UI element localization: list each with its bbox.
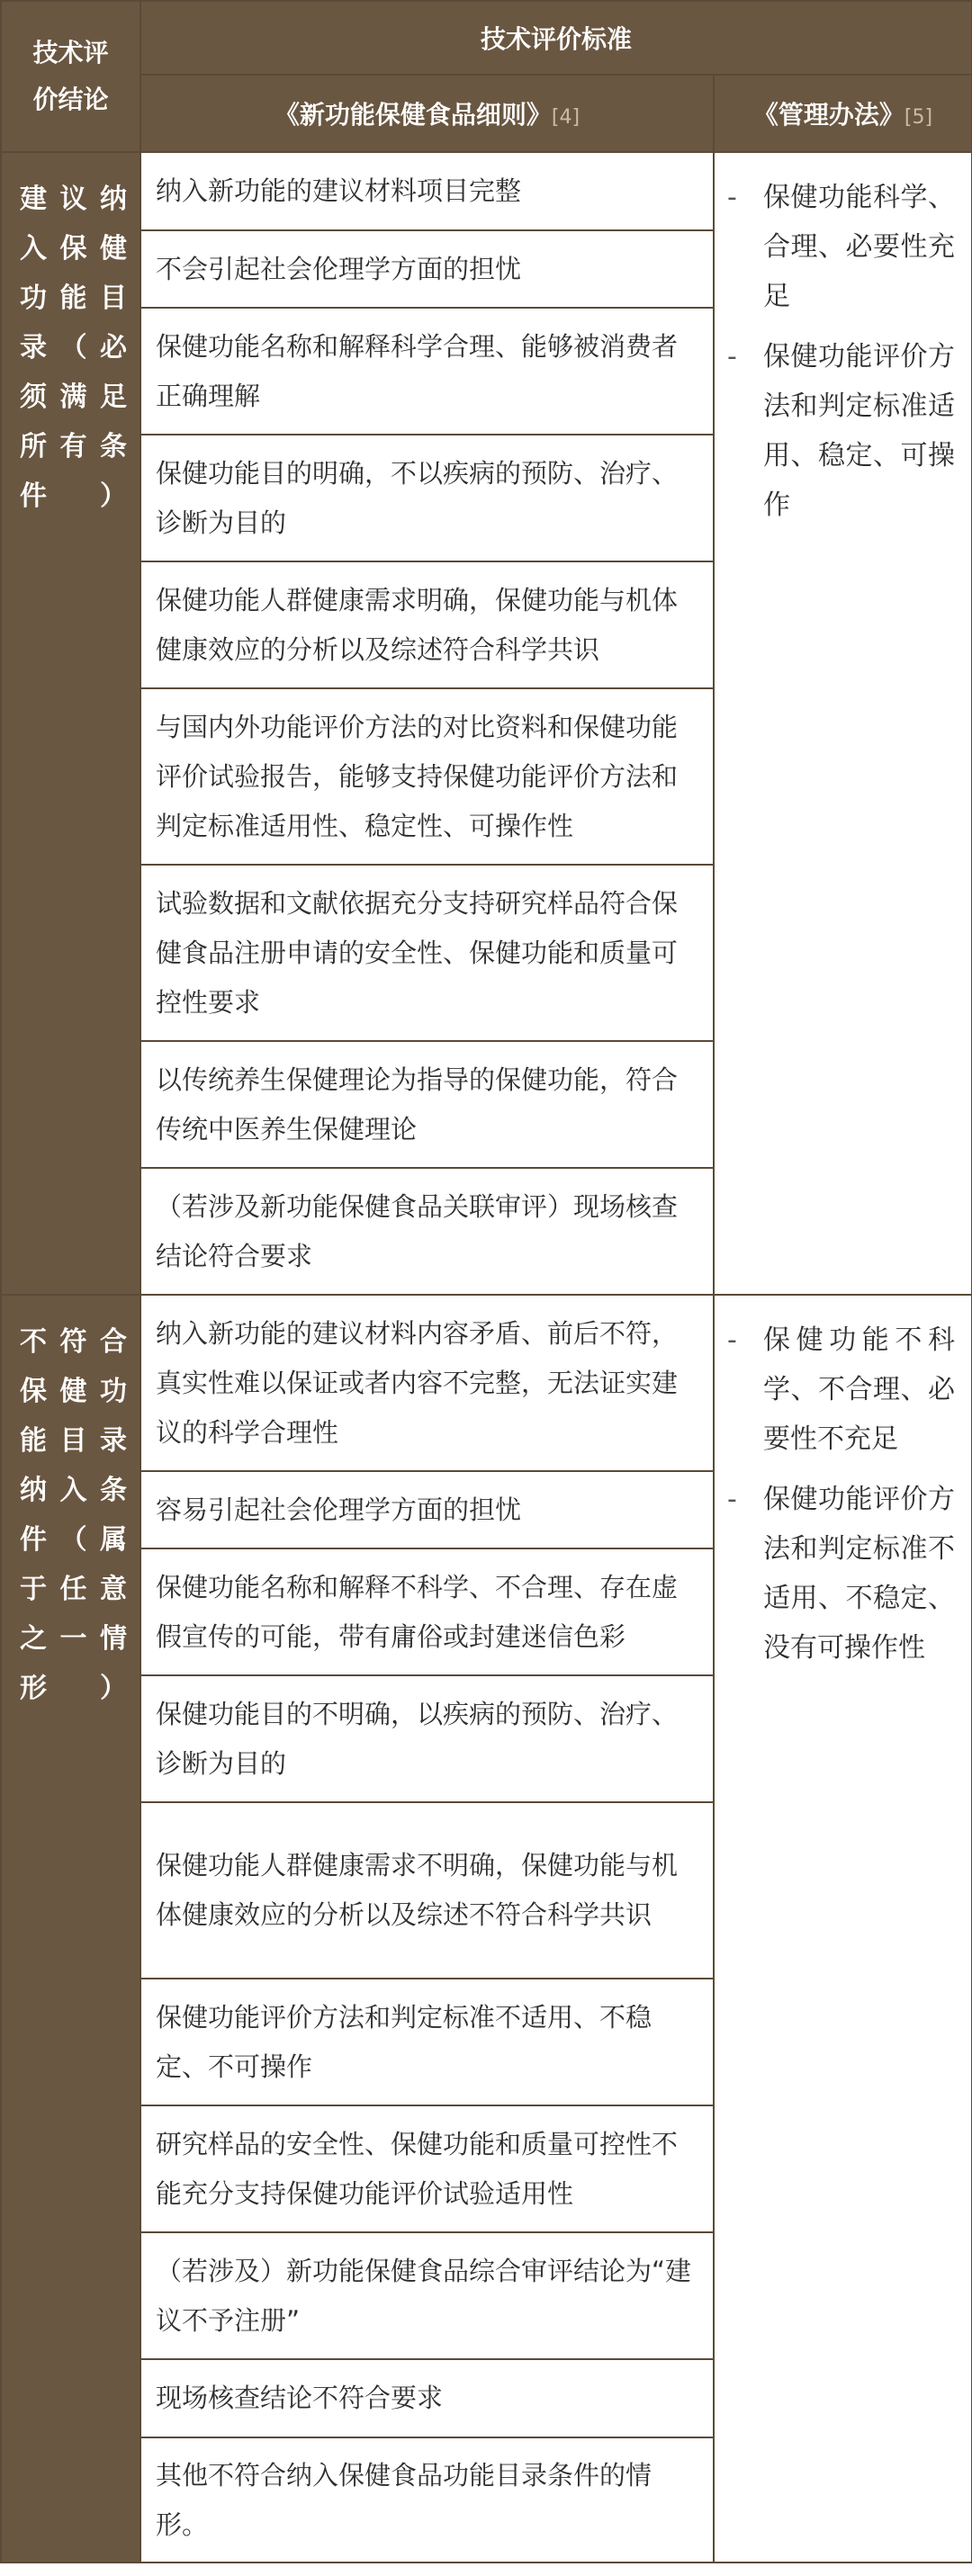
management-item-text: 保健功能不科学、不合理、必要性不充足 bbox=[763, 1324, 956, 1455]
management-item bbox=[727, 173, 955, 321]
group-label-include-text: 建议纳入保健功能目录（必须满足所有条件） bbox=[20, 184, 127, 512]
group-label-exclude-text: 不符合保健功能目录纳入条件（属于任意之一情形） bbox=[20, 1326, 127, 1704]
header-standards: 技术评价标准 bbox=[140, 1, 972, 75]
reference-5[interactable]: [5] bbox=[904, 106, 933, 129]
criteria-row: 保健功能名称和解释科学合理、能够被消费者正确理解 bbox=[140, 308, 714, 435]
dash-bullet: - bbox=[727, 182, 737, 213]
management-item-text: 保健功能评价方法和判定标准不适用、不稳定、没有可操作性 bbox=[763, 1484, 956, 1664]
reference-4[interactable]: [4] bbox=[551, 106, 580, 129]
criteria-row: 保健功能目的不明确，以疾病的预防、治疗、诊断为目的 bbox=[140, 1675, 714, 1802]
criteria-row: 试验数据和文献依据充分支持研究样品符合保健食品注册申请的安全性、保健功能和质量可控性要求 bbox=[140, 865, 714, 1041]
management-item bbox=[727, 1475, 955, 1673]
management-criteria-exclude bbox=[714, 1295, 972, 2563]
criteria-row: 保健功能目的明确，不以疾病的预防、治疗、诊断为目的 bbox=[140, 435, 714, 561]
dash-bullet: - bbox=[727, 1324, 737, 1356]
criteria-row: 纳入新功能的建议材料内容矛盾、前后不符，真实性难以保证或者内容不完整，无法证实建议的科学合理性 bbox=[140, 1295, 714, 1471]
management-item-text: 保健功能科学、合理、必要性充足 bbox=[763, 182, 956, 312]
management-item bbox=[727, 1315, 955, 1464]
dash-bullet: - bbox=[727, 341, 737, 372]
header-conclusion bbox=[1, 1, 140, 152]
header-management-measures-title: 《管理办法》 bbox=[752, 100, 904, 130]
criteria-row: 现场核查结论不符合要求 bbox=[140, 2359, 714, 2437]
group-label-exclude bbox=[1, 1295, 140, 2563]
header-management-measures bbox=[714, 75, 972, 152]
criteria-row: 与国内外功能评价方法的对比资料和保健功能评价试验报告，能够支持保健功能评价方法和判定标准适用性、稳定性、可操作性 bbox=[140, 688, 714, 865]
criteria-row: 纳入新功能的建议材料项目完整 bbox=[140, 152, 714, 230]
criteria-row: 研究样品的安全性、保健功能和质量可控性不能充分支持保健功能评价试验适用性 bbox=[140, 2105, 714, 2232]
management-criteria-include bbox=[714, 152, 972, 1295]
criteria-row: （若涉及新功能保健食品关联审评）现场核查结论符合要求 bbox=[140, 1168, 714, 1295]
criteria-row: 不会引起社会伦理学方面的担忧 bbox=[140, 230, 714, 308]
management-item bbox=[727, 332, 955, 530]
criteria-row: 以传统养生保健理论为指导的保健功能，符合传统中医养生保健理论 bbox=[140, 1041, 714, 1168]
header-detail-rules bbox=[140, 75, 714, 152]
header-conclusion-text: 技术评价结论 bbox=[32, 38, 109, 114]
criteria-row: 保健功能评价方法和判定标准不适用、不稳定、不可操作 bbox=[140, 1979, 714, 2105]
criteria-row: 容易引起社会伦理学方面的担忧 bbox=[140, 1471, 714, 1548]
group-label-include bbox=[1, 152, 140, 1295]
header-detail-rules-title: 《新功能保健食品细则》 bbox=[274, 100, 552, 130]
criteria-row: 保健功能人群健康需求明确，保健功能与机体健康效应的分析以及综述符合科学共识 bbox=[140, 561, 714, 688]
criteria-row: 其他不符合纳入保健食品功能目录条件的情形。 bbox=[140, 2437, 714, 2563]
dash-bullet: - bbox=[727, 1484, 737, 1515]
management-item-text: 保健功能评价方法和判定标准适用、稳定、可操作 bbox=[763, 341, 956, 521]
criteria-row: 保健功能人群健康需求不明确，保健功能与机体健康效应的分析以及综述不符合科学共识 bbox=[140, 1802, 714, 1979]
criteria-row: 保健功能名称和解释不科学、不合理、存在虚假宣传的可能，带有庸俗或封建迷信色彩 bbox=[140, 1548, 714, 1675]
criteria-row: （若涉及）新功能保健食品综合审评结论为“建议不予注册” bbox=[140, 2232, 714, 2359]
